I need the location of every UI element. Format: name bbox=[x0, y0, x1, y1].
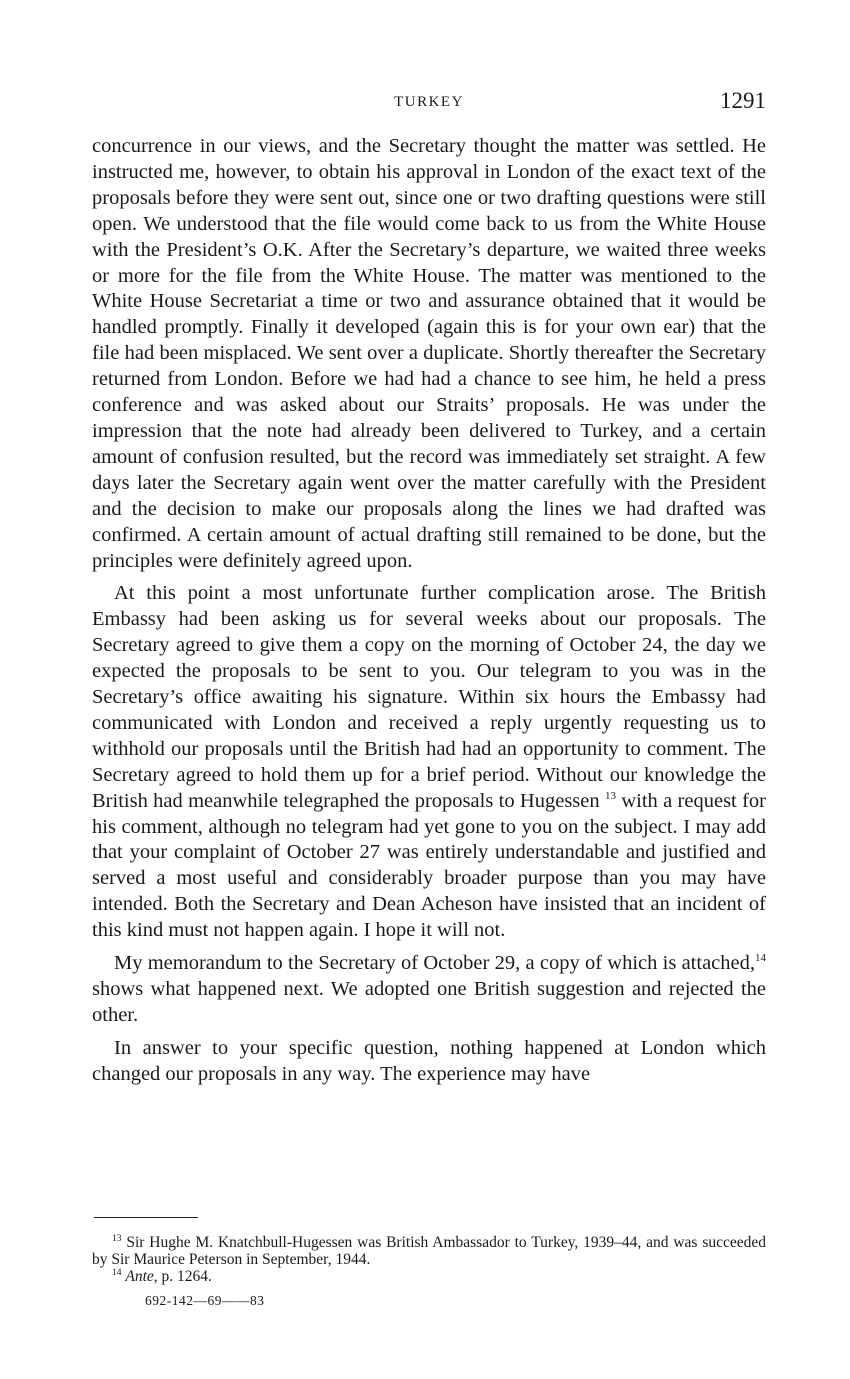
paragraph-1: concurrence in our views, and the Secretary thought the matter was settled. He instructed me, however, to obtain his approval in London of the exact text of the proposals before they were sent out, since one or two drafting questions were still open. We understood that the file would come back to us from the White House with the President’s O.K. After the Secretary’s departure, we waited three weeks or more for the file from the White House. The matter was mentioned to the White House Secretariat a time or two and assurance obtained that it would be handled promptly. Finally it developed (again this is for your own ear) that the file had been misplaced. We sent over a duplicate. Shortly thereafter the Secretary returned from London. Before we had had a chance to see him, he held a press conference and was asked about our Straits’ proposals. He was under the impression that the note had already been delivered to Turkey, and a certain amount of confusion resulted, but the record was immediately set straight. A few days later the Secretary again went over the matter carefully with the President and the decision to make our proposals along the lines we had drafted was confirmed. A certain amount of actual drafting still remained to be done, but the principles were definitely agreed upon. bbox=[92, 135, 766, 572]
printer-signature-line: 692-142—69——83 bbox=[145, 1293, 265, 1308]
page-header bbox=[92, 88, 766, 118]
paragraph-2-continuation: with a request for his comment, although no telegram had yet gone to you on the subject. I may add that your complaint of October 27 was entirely understandable and justified and served a most useful and considerably broader purpose than you may have intended. Both the Secretary and Dean Acheson have insisted that an incident of this kind must not happen again. I hope it will not. bbox=[92, 789, 766, 942]
footnote-ref-14: 14 bbox=[755, 952, 766, 965]
footnote-ref-13: 13 bbox=[604, 789, 616, 802]
footnote-13 bbox=[92, 1234, 766, 1268]
footnotes bbox=[92, 1234, 766, 1285]
footnote-divider bbox=[94, 1217, 198, 1218]
paragraph-2 bbox=[92, 581, 766, 944]
running-head: TURKEY bbox=[394, 94, 464, 110]
paragraph-3-text: My memorandum to the Secretary of October 29, a copy of which is attached, bbox=[114, 952, 755, 975]
footnote-14-number: 14 bbox=[112, 1268, 122, 1278]
page-number: 1291 bbox=[720, 88, 766, 113]
footnote-13-text: Sir Hughe M. Knatchbull-Hugessen was British Ambassador to Turkey, 1939–44, and was succeeded by Sir Maurice Peterson in September, 1944. bbox=[92, 1234, 766, 1268]
footnote-14-italic: Ante, bbox=[125, 1268, 158, 1285]
footnote-14 bbox=[92, 1268, 766, 1285]
paragraph-3 bbox=[92, 951, 766, 1029]
body-text bbox=[92, 134, 766, 1095]
footnote-14-text: p. 1264. bbox=[161, 1268, 212, 1285]
footnote-13-number: 13 bbox=[112, 1234, 122, 1244]
paragraph-2-text: At this point a most unfortunate further complication arose. The British Embassy had been asking us for several weeks about our proposals. The Secretary agreed to give them a copy on the morning of October 24, the day we expected the proposals to be sent to you. Our telegram to you was in the Secretary’s office awaiting his signature. Within six hours the Embassy had communicated with London and received a reply urgently requesting us to withhold our proposals until the British had had an opportunity to comment. The Secretary agreed to hold them up for a brief period. Without our knowledge the British had meanwhile telegraphed the proposals to Hugessen bbox=[92, 582, 766, 812]
paragraph-4: In answer to your specific question, nothing happened at London which changed our proposals in any way. The experience may have bbox=[92, 1036, 766, 1085]
paragraph-3-continuation: shows what happened next. We adopted one British suggestion and rejected the other. bbox=[92, 978, 766, 1026]
